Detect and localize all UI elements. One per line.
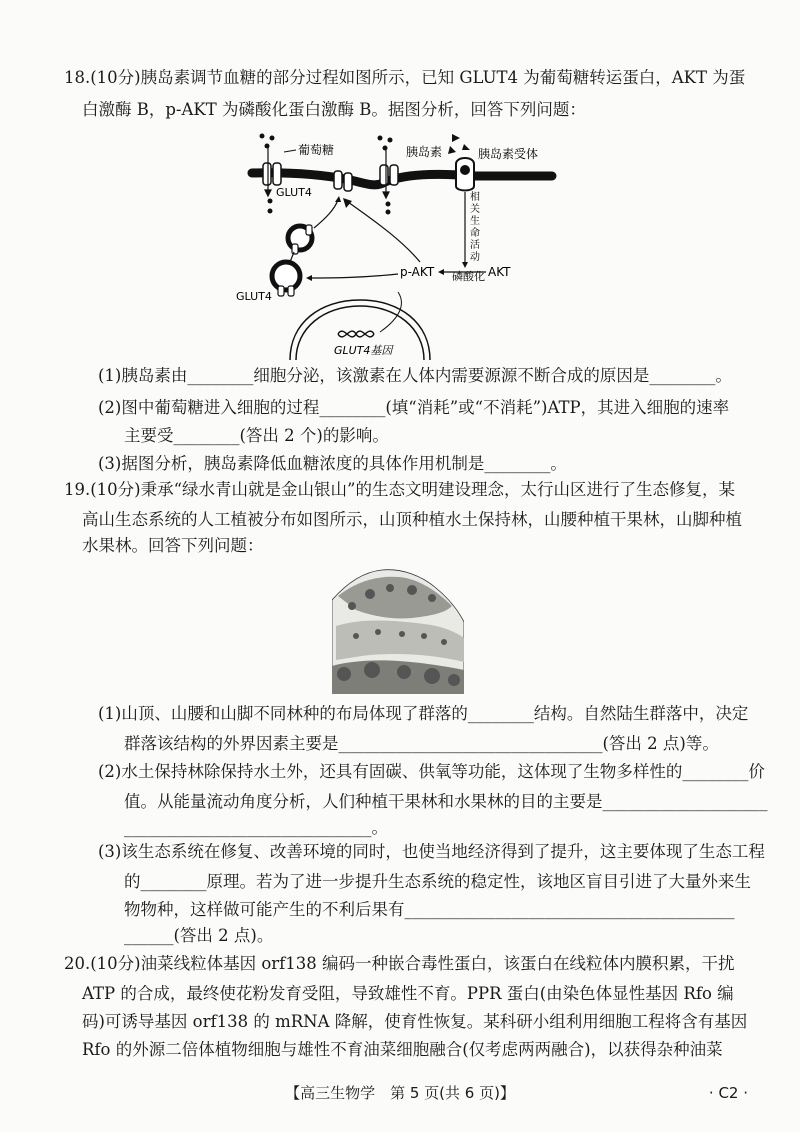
cell-membrane (252, 173, 552, 185)
glut4-gene-dna (338, 331, 374, 337)
q19-question-2-cont: 值。从能量流动角度分析，人们种植干果林和水果林的目的主要是____________________ (124, 792, 768, 811)
q19-question-1-cont: 群落该结构的外界因素主要是________________________________(答出 2 点)等。 (124, 734, 719, 753)
q19-question-2: (2)水土保持林除保持水土外，还具有固碳、供氧等功能，这体现了生物多样性的________价 (98, 762, 765, 781)
insulin-receptor (456, 158, 474, 191)
phosphorylation-label: 磷酸化 (452, 270, 485, 283)
pakt-to-vesicle-arrow (310, 274, 398, 278)
q19-question-3-cont-2: 物物种，这样做可能产生的不利后果有________________________________________ (124, 900, 735, 919)
glut4-vesicle-lower (272, 262, 300, 296)
q18-question-1: (1)胰岛素由________细胞分泌，该激素在人体内需要源源不断合成的原因是________。 (98, 366, 732, 385)
footer-page-info: 【高三生物学 第 5 页(共 6 页)】 (285, 1084, 515, 1102)
q19-stem-line-3: 水果林。回答下列问题： (82, 536, 264, 555)
svg-text:命: 命 (470, 228, 480, 239)
q18-stem-line-2: 白激酶 B，p-AKT 为磷酸化蛋白激酶 B。据图分析，回答下列问题： (82, 100, 586, 119)
q18-question-2: (2)图中葡萄糖进入细胞的过程________(填“消耗”或“不消耗”)ATP，其进入细胞的速率 (98, 398, 730, 417)
q19-question-3: (3)该生态系统在修复、改善环境的同时，也使当地经济得到了提升，这主要体现了生态工程 (98, 842, 765, 861)
glucose-label: 葡萄糖 (298, 143, 335, 157)
glut4-vesicle-label: GLUT4 (236, 290, 272, 303)
q18-question-3: (3)据图分析，胰岛素降低血糖浓度的具体作用机制是________。 (98, 454, 567, 473)
svg-text:活: 活 (470, 240, 480, 251)
svg-text:相: 相 (470, 192, 480, 203)
pakt-label: p-AKT (400, 265, 435, 279)
akt-label: AKT (488, 265, 511, 279)
glut4-vesicle-upper (288, 225, 312, 254)
q19-stem-line-1: 19.(10分)秉承“绿水青山就是金山银山”的生态文明建设理念，太行山区进行了生态修复，某 (64, 480, 735, 499)
svg-text:关: 关 (470, 204, 480, 215)
insulin-label: 胰岛素 (406, 145, 443, 159)
mountain-forest-illustration (332, 566, 464, 694)
q20-stem-line-2: ATP 的合成，最终使花粉发育受阻，导致雄性不育。PPR 蛋白(由染色体显性基因 Rfo 编 (82, 984, 734, 1003)
q19-question-3-cont-3: ______(答出 2 点)。 (124, 926, 274, 945)
glut4-gene-label: GLUT4基因 (334, 344, 393, 357)
glut4-membrane-label: GLUT4 (276, 186, 312, 199)
q19-stem-line-2: 高山生态系统的人工植被分布如图所示，山顶种植水土保持林，山腰种植干果林，山脚种植 (82, 510, 742, 529)
svg-text:生: 生 (470, 216, 480, 227)
receptor-label: 胰岛素受体 (478, 147, 539, 161)
q19-question-2-blank: ______________________________。 (124, 818, 388, 837)
q20-stem-line-1: 20.(10分)油菜线粒体基因 orf138 编码一种嵌合毒性蛋白，该蛋白在线粒体内膜积累，干扰 (64, 954, 735, 973)
insulin-molecules (448, 134, 470, 154)
footer-version: · C2 · (708, 1084, 748, 1102)
q19-question-1: (1)山顶、山腰和山脚不同林种的布局体现了群落的________结构。自然陆生群落中，决定 (98, 704, 749, 723)
vertical-label (470, 190, 480, 263)
q20-stem-line-3: 码)可诱导基因 orf138 的 mRNA 降解，使育性恢复。某科研小组利用细胞工程将含有基因 (82, 1012, 748, 1031)
q19-question-3-cont: 的________原理。若为了进一步提升生态系统的稳定性，该地区盲目引进了大量外来生 (124, 872, 751, 891)
svg-text:动: 动 (470, 252, 480, 263)
glucose-molecules-inside (268, 199, 391, 215)
pakt-to-membrane-arrow (348, 202, 420, 262)
q18-stem-line-1: 18.(10分)胰岛素调节血糖的部分过程如图所示，已知 GLUT4 为葡萄糖转运蛋白，AKT 为蛋 (64, 68, 746, 87)
q20-stem-line-4: Rfo 的外源二倍体植物细胞与雄性不育油菜细胞融合(仅考虑两两融合)，以获得杂种油菜 (82, 1040, 723, 1059)
q18-question-2-cont: 主要受________(答出 2 个)的影响。 (124, 426, 389, 445)
insulin-glut4-diagram (230, 128, 560, 360)
